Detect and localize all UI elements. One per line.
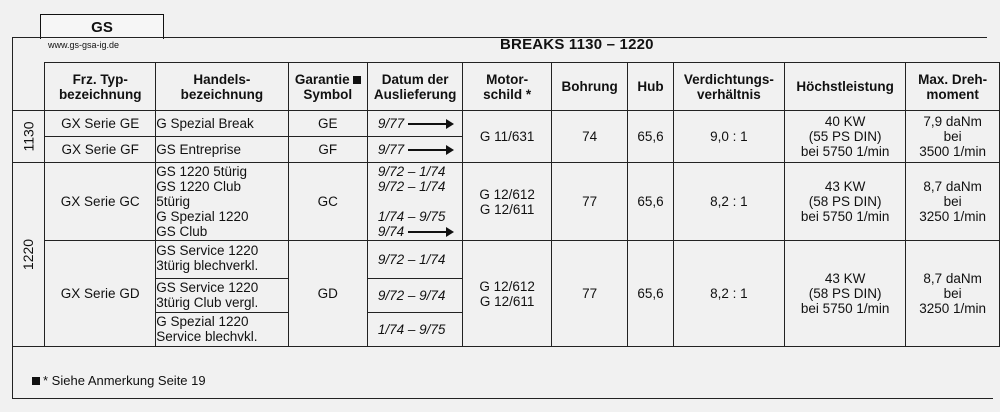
gd-leistung: 43 KW (58 PS DIN) bei 5750 1/min bbox=[785, 241, 906, 347]
gf-name: GS Entreprise bbox=[156, 137, 288, 163]
col-handel-header: Handels- bezeichnung bbox=[156, 63, 288, 111]
arrow-right-icon bbox=[408, 123, 452, 125]
col-leistung-header: Höchstleistung bbox=[785, 63, 906, 111]
col-hub-header: Hub bbox=[628, 63, 673, 111]
col-dreh-header: Max. Dreh- moment bbox=[906, 63, 1000, 111]
ge-type: GX Serie GE bbox=[45, 111, 156, 137]
motor-1130: G 11/631 bbox=[463, 111, 552, 163]
gd-date-3: 1/74 – 9/75 bbox=[367, 313, 463, 347]
table-row bbox=[13, 111, 1000, 137]
header-row bbox=[13, 63, 1000, 111]
square-marker-icon bbox=[32, 377, 40, 385]
page-title: BREAKS 1130 – 1220 bbox=[500, 36, 654, 53]
col-bohrung-header: Bohrung bbox=[551, 63, 627, 111]
gd-verd: 8,2 : 1 bbox=[673, 241, 784, 347]
gc-dates: 9/72 – 1/74 9/72 – 1/74 1/74 – 9/75 9/74 bbox=[367, 163, 463, 241]
arrow-right-icon bbox=[408, 149, 452, 151]
col-frz-header: Frz. Typ- bezeichnung bbox=[45, 63, 156, 111]
corner-cell bbox=[13, 63, 45, 111]
square-marker-icon bbox=[353, 76, 361, 84]
gf-type: GX Serie GF bbox=[45, 137, 156, 163]
col-verd-header: Verdichtungs- verhältnis bbox=[673, 63, 784, 111]
group-1220-label: 1220 bbox=[13, 163, 45, 347]
table-row bbox=[13, 241, 1000, 279]
gc-type: GX Serie GC bbox=[45, 163, 156, 241]
gs-logo-box: GS bbox=[40, 14, 164, 39]
gd-bohrung: 77 bbox=[551, 241, 627, 347]
gd-name-3: G Spezial 1220 Service blechvkl. bbox=[156, 313, 288, 347]
gc-symbol: GC bbox=[288, 163, 367, 241]
dreh-1130: 7,9 daNm bei 3500 1/min bbox=[906, 111, 1000, 163]
ge-symbol: GE bbox=[288, 111, 367, 137]
col-datum-header: Datum der Auslieferung bbox=[367, 63, 463, 111]
bohrung-1130: 74 bbox=[551, 111, 627, 163]
col-garantie-header: Garantie Symbol bbox=[288, 63, 367, 111]
gc-verd: 8,2 : 1 bbox=[673, 163, 784, 241]
verd-1130: 9,0 : 1 bbox=[673, 111, 784, 163]
footnote: * Siehe Anmerkung Seite 19 bbox=[32, 373, 206, 388]
gc-motor: G 12/612 G 12/611 bbox=[463, 163, 552, 241]
gd-motor: G 12/612 G 12/611 bbox=[463, 241, 552, 347]
gd-symbol: GD bbox=[288, 241, 367, 347]
ge-name: G Spezial Break bbox=[156, 111, 288, 137]
col-motor-header: Motor- schild * bbox=[463, 63, 552, 111]
ge-date: 9/77 bbox=[367, 111, 463, 137]
gd-date-1: 9/72 – 1/74 bbox=[367, 241, 463, 279]
gc-dreh: 8,7 daNm bei 3250 1/min bbox=[906, 163, 1000, 241]
table-row bbox=[13, 163, 1000, 241]
group-1130-label: 1130 bbox=[13, 111, 45, 163]
website-url: www.gs-gsa-ig.de bbox=[48, 40, 120, 50]
gd-name-1: GS Service 1220 3türig blechverkl. bbox=[156, 241, 288, 279]
gd-date-2: 9/72 – 9/74 bbox=[367, 279, 463, 313]
gd-name-2: GS Service 1220 3türig Club vergl. bbox=[156, 279, 288, 313]
leistung-1130: 40 KW (55 PS DIN) bei 5750 1/min bbox=[785, 111, 906, 163]
gc-hub: 65,6 bbox=[628, 163, 673, 241]
gf-symbol: GF bbox=[288, 137, 367, 163]
arrow-right-icon bbox=[408, 231, 452, 233]
specs-table bbox=[12, 62, 1000, 347]
gd-dreh: 8,7 daNm bei 3250 1/min bbox=[906, 241, 1000, 347]
gf-date: 9/77 bbox=[367, 137, 463, 163]
hub-1130: 65,6 bbox=[628, 111, 673, 163]
gc-leistung: 43 KW (58 PS DIN) bei 5750 1/min bbox=[785, 163, 906, 241]
gc-bohrung: 77 bbox=[551, 163, 627, 241]
gd-hub: 65,6 bbox=[628, 241, 673, 347]
gd-type: GX Serie GD bbox=[45, 241, 156, 347]
gc-names: GS 1220 5türig GS 1220 Club 5türig G Spezial 1220 GS Club bbox=[156, 163, 288, 241]
